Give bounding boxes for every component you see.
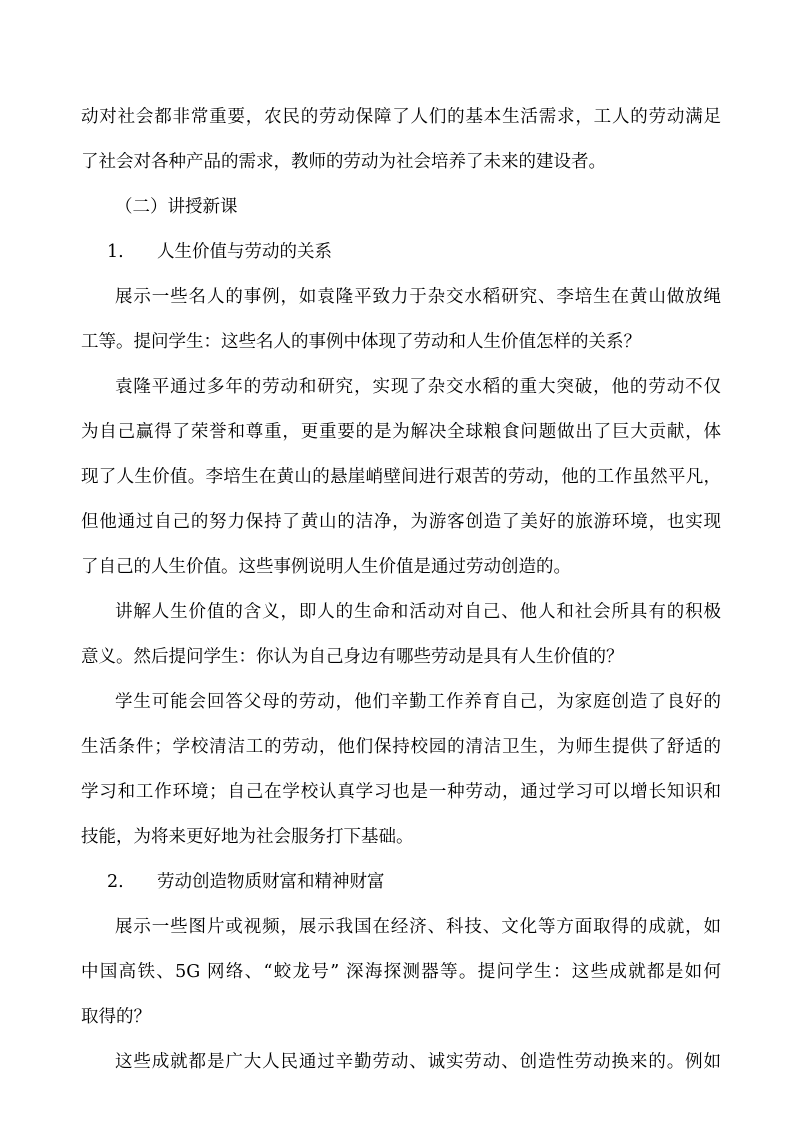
p5-line-3: 取得的？	[81, 1007, 151, 1027]
intro-line-2: 了社会对各种产品的需求，教师的劳动为社会培养了未来的建设者。	[81, 152, 606, 172]
p2-line-4: 但他通过自己的努力保持了黄山的洁净，为游客创造了美好的旅游环境，也实现	[81, 512, 721, 532]
p2-line-3: 现了人生价值。李培生在黄山的悬崖峭壁间进行艰苦的劳动，他的工作虽然平凡，	[81, 467, 721, 487]
heading-2-number: 2.	[107, 872, 124, 892]
p3-line-1: 讲解人生价值的含义，即人的生命和活动对自己、他人和社会所具有的积极	[115, 602, 721, 622]
section-title: （二）讲授新课	[115, 197, 238, 217]
p4-line-1: 学生可能会回答父母的劳动，他们辛勤工作养育自己，为家庭创造了良好的	[115, 692, 721, 712]
p6-line-1: 这些成就都是广大人民通过辛勤劳动、诚实劳动、创造性劳动换来的。例如	[115, 1052, 721, 1072]
heading-1	[81, 240, 747, 264]
heading-2-text: 劳动创造物质财富和精神财富	[157, 872, 385, 892]
heading-1-number: 1.	[107, 242, 124, 262]
p1-line-1: 展示一些名人的事例，如袁隆平致力于杂交水稻研究、李培生在黄山做放绳	[115, 287, 721, 307]
p4-line-3: 学习和工作环境；自己在学校认真学习也是一种劳动，通过学习可以增长知识和	[81, 782, 721, 802]
p2-line-2: 为自己赢得了荣誉和尊重，更重要的是为解决全球粮食问题做出了巨大贡献，体	[81, 422, 721, 442]
p2-line-5: 了自己的人生价值。这些事例说明人生价值是通过劳动创造的。	[81, 557, 571, 577]
p4-line-2: 生活条件；学校清洁工的劳动，他们保持校园的清洁卫生，为师生提供了舒适的	[81, 737, 721, 757]
heading-1-text: 人生价值与劳动的关系	[157, 242, 332, 262]
heading-2	[81, 870, 747, 894]
p1-line-2: 工等。提问学生：这些名人的事例中体现了劳动和人生价值怎样的关系？	[81, 332, 641, 352]
p5-line-1: 展示一些图片或视频，展示我国在经济、科技、文化等方面取得的成就，如	[115, 917, 721, 937]
p5-line-2: 中国高铁、5G 网络、“蛟龙号” 深海探测器等。提问学生：这些成就都是如何	[81, 962, 721, 982]
p4-line-4: 技能，为将来更好地为社会服务打下基础。	[81, 827, 414, 847]
p3-line-2: 意义。然后提问学生：你认为自己身边有哪些劳动是具有人生价值的？	[81, 647, 624, 667]
intro-line-1: 动对社会都非常重要，农民的劳动保障了人们的基本生活需求，工人的劳动满足	[81, 107, 721, 127]
p2-line-1: 袁隆平通过多年的劳动和研究，实现了杂交水稻的重大突破，他的劳动不仅	[115, 377, 721, 397]
